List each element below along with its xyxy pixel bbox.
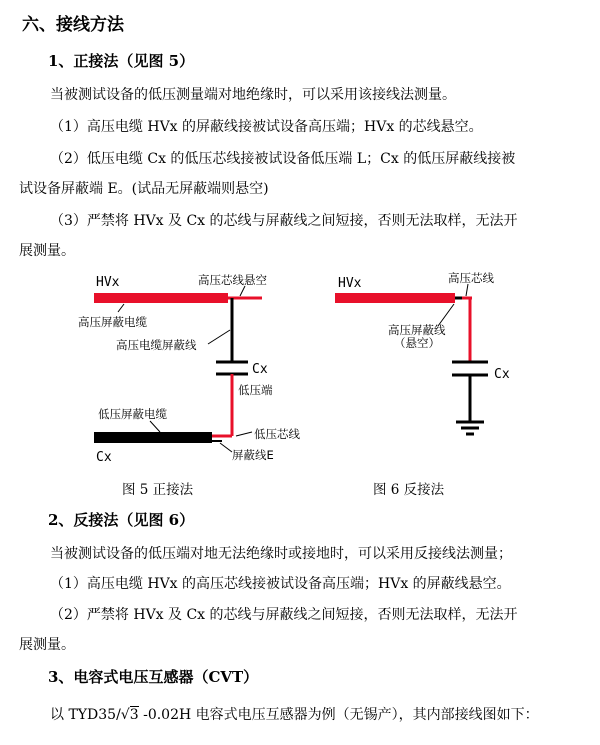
reverse-item-2-line-1: （2）严禁将 HVx 及 Cx 的芯线与屏蔽线之间短接，否则无法取样，无法开	[50, 607, 518, 623]
fig5-arrow-hv-cable-shield	[208, 330, 230, 344]
fig6-cx-label: Cx	[494, 367, 510, 382]
fig6-float-label: （悬空）	[394, 336, 440, 350]
fig5-caption: 图 5 正接法	[122, 482, 194, 498]
reverse-item-1: （1）高压电缆 HVx 的高压芯线接被试设备高压端；HVx 的屏蔽线悬空。	[50, 576, 511, 592]
forward-item-2-line-2: 试设备屏蔽端 E。(试品无屏蔽端则悬空)	[19, 181, 269, 197]
fig6-caption: 图 6 反接法	[373, 482, 445, 498]
fig5-hvx-label: HVx	[96, 275, 120, 290]
fig5-hv-cable-shield-label: 高压电缆屏蔽线	[116, 338, 197, 352]
section-title: 六、接线方法	[22, 15, 124, 35]
cvt-text-suffix: -0.02H 电容式电压互感器为例（无锡产），其内部接线图如下：	[138, 707, 539, 723]
fig5-arrow-lv-core	[236, 432, 252, 436]
fig5-lv-shield-cable-label: 低压屏蔽电缆	[98, 407, 167, 421]
reverse-intro: 当被测试设备的低压端对地无法绝缘时或接地时，可以采用反接线法测量；	[50, 546, 512, 562]
fig5-low-end-label: 低压端	[238, 383, 273, 397]
fig5-hv-core-float-label: 高压芯线悬空	[198, 273, 267, 287]
fig5-arrow-lv-shield-cable	[150, 421, 160, 432]
fig5-hv-shield-cable-label: 高压屏蔽电缆	[78, 315, 147, 329]
figure-5-diagram	[94, 286, 262, 452]
fig5-hv-cable	[94, 293, 228, 303]
forward-heading: 1、正接法（见图 5）	[48, 52, 195, 70]
cvt-text-prefix: 以 TYD35/	[50, 707, 121, 723]
forward-item-3-line-1: （3）严禁将 HVx 及 Cx 的芯线与屏蔽线之间短接，否则无法取样，无法开	[50, 213, 518, 229]
fig5-arrow-hv-shield-cable	[118, 304, 124, 312]
fig5-cx-label: Cx	[252, 362, 268, 377]
fig6-hv-cable	[335, 293, 455, 303]
sqrt-radicand: 3	[129, 707, 139, 723]
figure-6-diagram	[335, 284, 488, 434]
forward-item-3-line-2: 展测量。	[19, 243, 75, 259]
cvt-text	[50, 704, 539, 724]
sqrt-sign: √	[120, 707, 130, 723]
forward-item-2-line-1: （2）低压电缆 Cx 的低压芯线接被试设备低压端 L；Cx 的低压屏蔽线接被	[50, 151, 516, 167]
fig5-arrow-shield-e	[220, 443, 232, 452]
reverse-heading: 2、反接法（见图 6）	[48, 511, 195, 529]
fig6-hvx-label: HVx	[338, 276, 362, 291]
forward-item-1: （1）高压电缆 HVx 的屏蔽线接被试设备高压端；HVx 的芯线悬空。	[50, 119, 483, 135]
fig5-lv-core-label: 低压芯线	[254, 427, 300, 441]
fig6-hv-shield-label: 高压屏蔽线	[388, 323, 446, 337]
cvt-heading: 3、电容式电压互感器（CVT）	[48, 668, 259, 686]
fig5-lv-cable	[94, 432, 212, 443]
forward-intro: 当被测试设备的低压测量端对地绝缘时，可以采用该接线法测量。	[50, 87, 456, 103]
fig5-cx-cable-label: Cx	[96, 450, 112, 465]
reverse-item-2-line-2: 展测量。	[19, 637, 75, 653]
fig6-hv-core-label: 高压芯线	[448, 271, 494, 285]
fig5-shield-e-label: 屏蔽线E	[232, 448, 274, 462]
